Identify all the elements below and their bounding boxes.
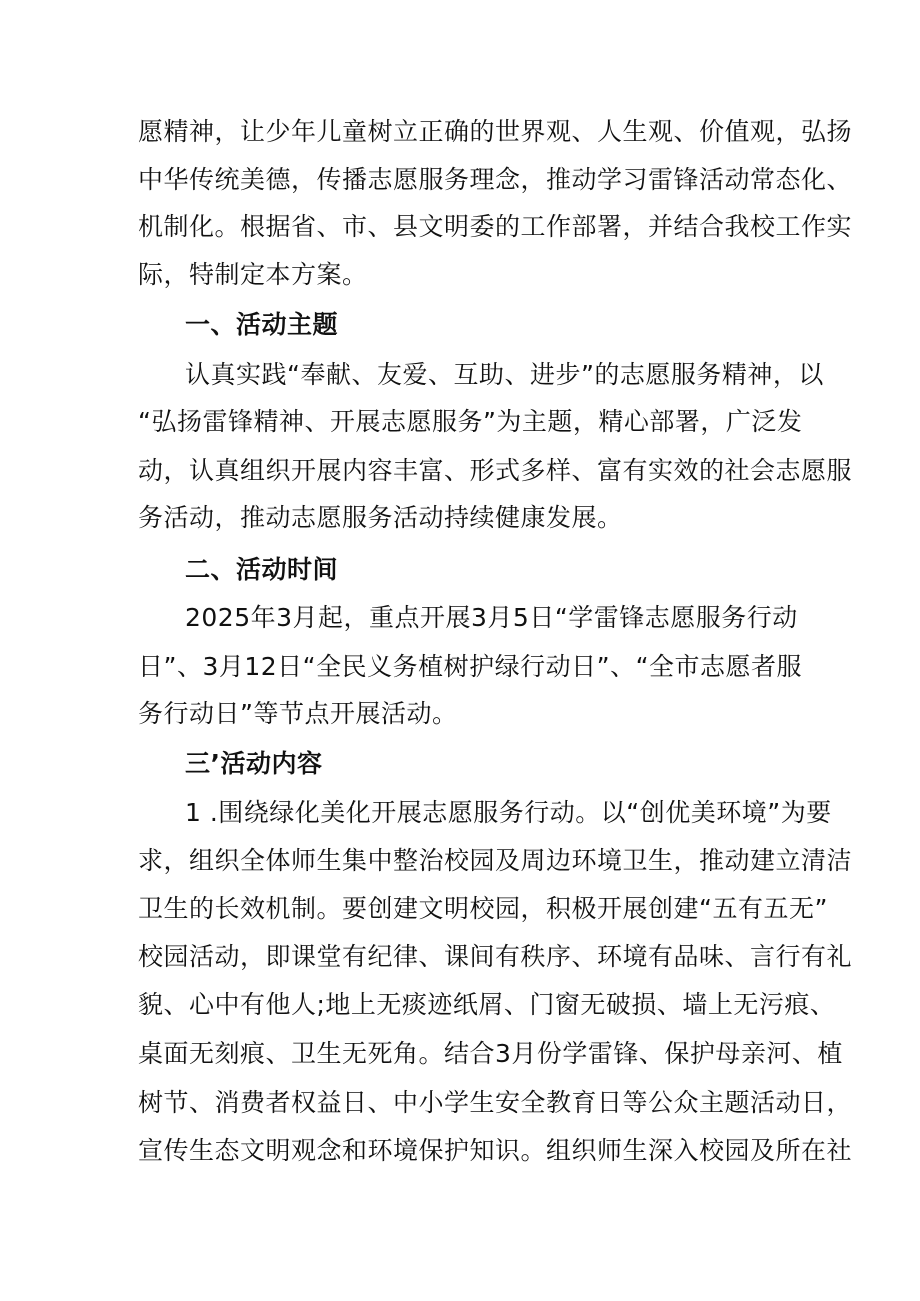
- section-heading-content: 三’活动内容: [185, 749, 323, 778]
- paragraph-line: 卫生的长效机制。要创建文明校园，积极开展创建“五有五无”: [138, 894, 828, 923]
- paragraph-line: “弘扬雷锋精神、开展志愿服务”为主题，精心部署，广泛发: [138, 407, 803, 436]
- paragraph-line: 中华传统美德，传播志愿服务理念，推动学习雷锋活动常态化、: [138, 165, 853, 194]
- paragraph-line: 动，认真组织开展内容丰富、形式多样、富有实效的社会志愿服: [138, 456, 853, 485]
- paragraph-line: 务活动，推动志愿服务活动持续健康发展。: [138, 503, 623, 532]
- paragraph-line: 树节、消费者权益日、中小学生安全教育日等公众主题活动日，: [138, 1088, 853, 1117]
- paragraph-line: 校园活动，即课堂有纪律、课间有秩序、环境有品味、言行有礼: [138, 942, 853, 971]
- paragraph-line: 求，组织全体师生集中整治校园及周边环境卫生，推动建立清洁: [138, 846, 853, 875]
- paragraph-line: 机制化。根据省、市、县文明委的工作部署，并结合我校工作实: [138, 212, 853, 241]
- paragraph-line: 认真实践“奉献、友爱、互助、进步”的志愿服务精神，以: [185, 360, 824, 389]
- paragraph-line: 际，特制定本方案。: [138, 260, 368, 289]
- paragraph-line: 2025年3月起，重点开展3月5日“学雷锋志愿服务行动: [185, 603, 798, 632]
- paragraph-line: 愿精神，让少年儿童树立正确的世界观、人生观、价值观，弘扬: [138, 117, 853, 146]
- paragraph-line: 日”、3月12日“全民义务植树护绿行动日”、“全市志愿者服: [138, 652, 803, 681]
- paragraph-line: 务行动日”等节点开展活动。: [138, 699, 458, 728]
- paragraph-line: 桌面无刻痕、卫生无死角。结合3月份学雷锋、保护母亲河、植: [138, 1039, 843, 1068]
- section-heading-time: 二、活动时间: [185, 555, 339, 584]
- paragraph-line: 宣传生态文明观念和环境保护知识。组织师生深入校园及所在社: [138, 1136, 853, 1165]
- section-heading-theme: 一、活动主题: [185, 310, 339, 339]
- paragraph-line: 貌、心中有他人;地上无痰迹纸屑、门窗无破损、墙上无污痕、: [138, 990, 836, 1019]
- paragraph-line: 1 .围绕绿化美化开展志愿服务行动。以“创优美环境”为要: [185, 798, 832, 827]
